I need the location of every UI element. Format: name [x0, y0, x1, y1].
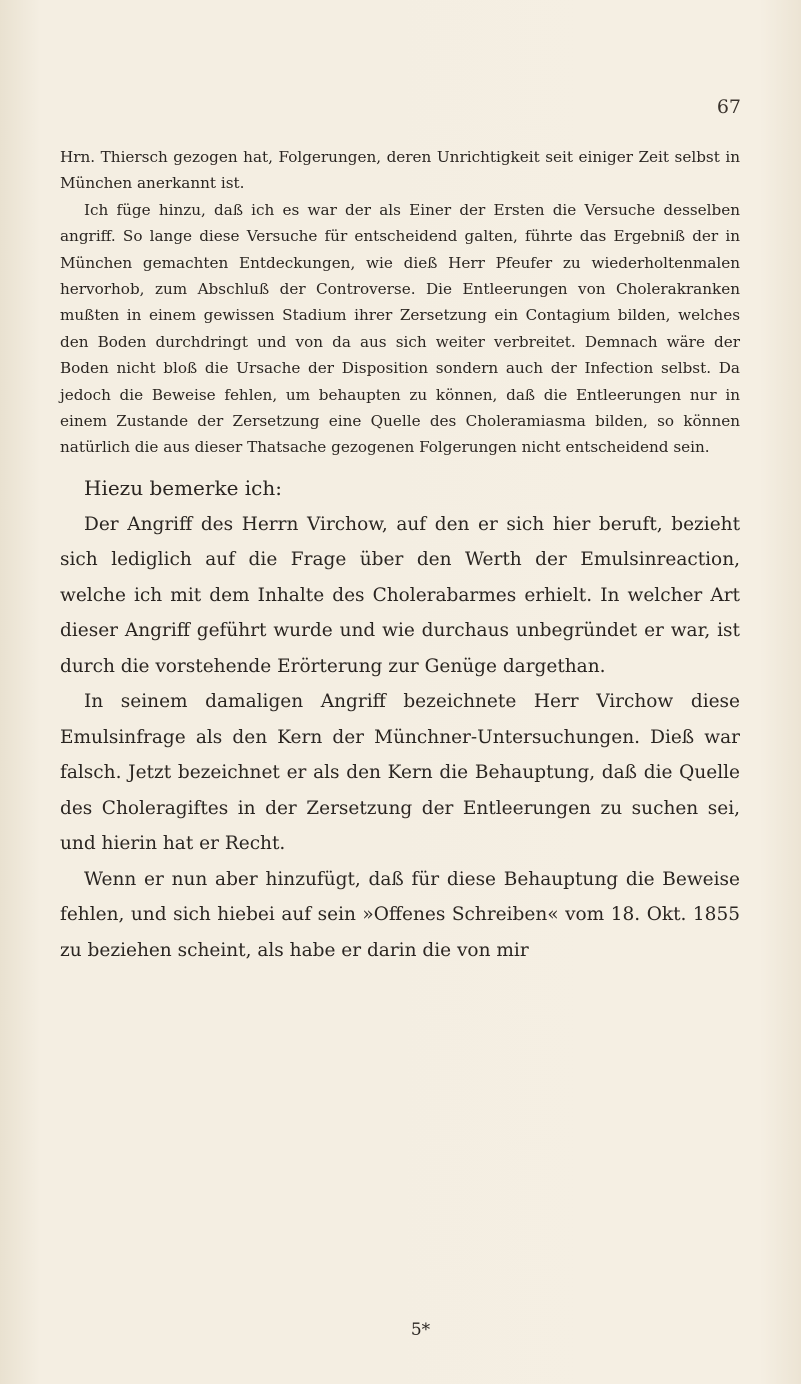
- body-text: [60, 144, 740, 968]
- paragraph: In seinem damaligen Angriff bezeichnete Herr Virchow diese Emulsinfrage als den Kern der Münchner-Untersuchungen. Dieß war falsch. Jetzt bezeichnet er als den Kern die Behauptung, daß die Quelle des Choleragiftes in der Zersetzung der Entleerungen zu suchen sei, und hierin hat er Recht.: [60, 691, 740, 855]
- paragraph: Wenn er nun aber hinzufügt, daß für diese Behauptung die Beweise fehlen, und sich hiebei auf sein »Offenes Schreiben« vom 18. Okt. 1855 zu beziehen scheint, als habe er darin die von mir: [60, 868, 740, 961]
- paragraph: Der Angriff des Herrn Virchow, auf den er sich hier beruft, bezieht sich lediglich auf die Frage über den Werth der Emulsinreaction, welche ich mit dem Inhalte des Cholerabarmes erhielt. In welcher Art dieser Angriff geführt wurde und wie durchaus unbegründet er war, ist durch die vorstehende Erörterung zur Genüge dargethan.: [60, 513, 740, 677]
- section-lead: Hiezu bemerke ich:: [84, 475, 282, 500]
- page-number: 67: [716, 96, 741, 118]
- signature-mark: 5*: [410, 1320, 431, 1340]
- paragraph: Ich füge hinzu, daß ich es war der als Einer der Ersten die Versuche desselben angriff. So lange diese Versuche für entscheidend galten, führte das Ergebniß der in München gemachten Entdeckungen, wie dieß Herr Pfeufer zu wiederholtenmalen hervorhob, zum Abschluß der Controverse. Die Entleerungen von Cholerakranken mußten in einem gewissen Stadium ihrer Zersetzung ein Contagium bilden, welches den Boden durchdringt und von da aus sich weiter verbreitet. Demnach wäre der Boden nicht bloß die Ursache der Disposition sondern auch der Infection selbst. Da jedoch die Beweise fehlen, um behaupten zu können, daß die Entleerungen nur in einem Zustande der Zersetzung eine Quelle des Choleramiasma bilden, so können natürlich die aus dieser Thatsache gezogenen Folgerungen nicht entscheidend sein.: [60, 200, 740, 457]
- paragraph-continuation: Hrn. Thiersch gezogen hat, Folgerungen, deren Unrichtigkeit seit einiger Zeit selbst in München anerkannt ist.: [60, 148, 740, 193]
